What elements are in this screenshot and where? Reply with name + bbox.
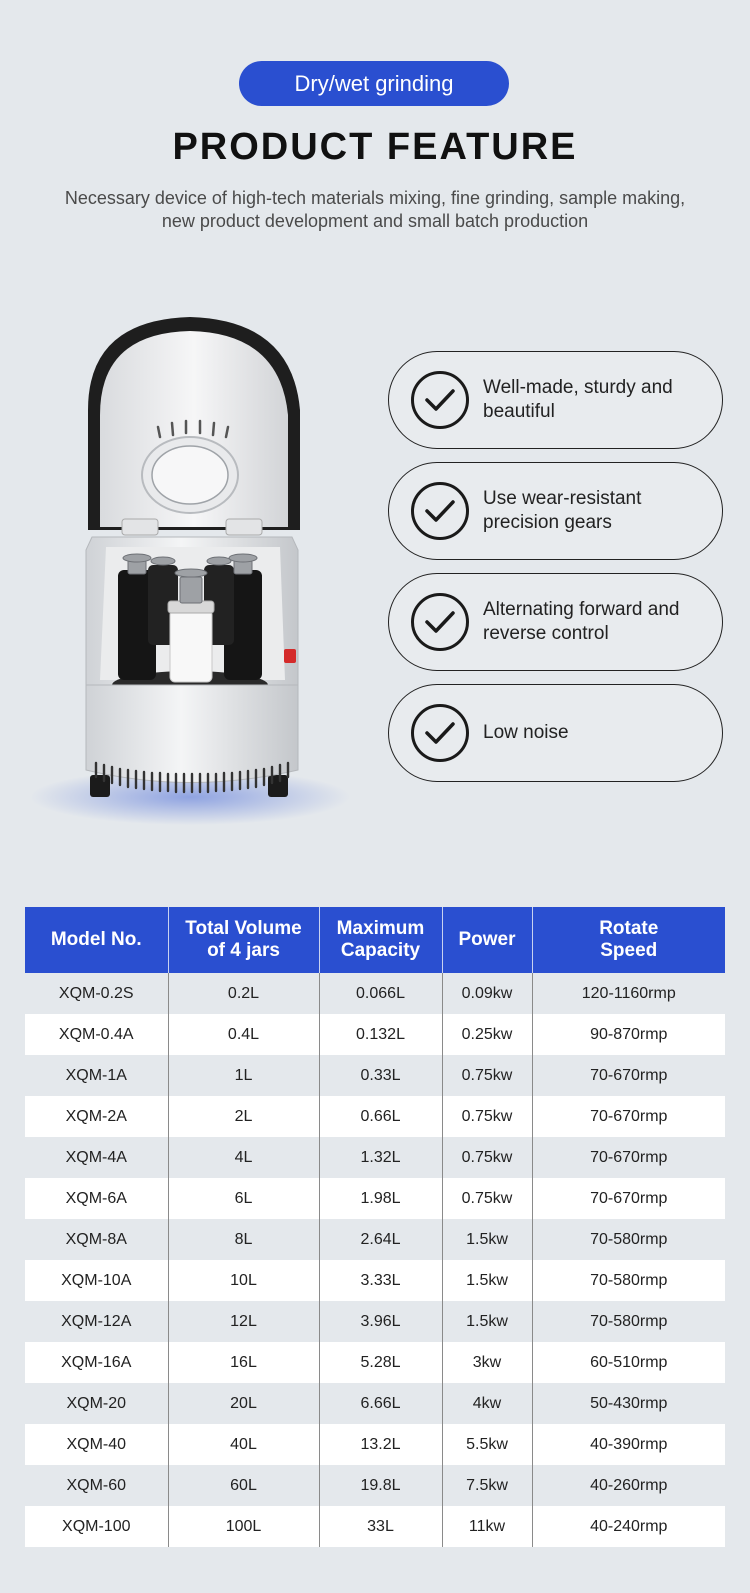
cell-speed: 70-670rmp [532, 1055, 725, 1096]
cell-capacity: 0.33L [319, 1055, 442, 1096]
feature-text-line: beautiful [483, 401, 555, 422]
table-row [25, 973, 725, 1014]
cell-total-volume: 40L [168, 1424, 319, 1465]
cell-total-volume: 1L [168, 1055, 319, 1096]
cell-total-volume: 0.2L [168, 973, 319, 1014]
header-power [442, 907, 532, 973]
header-text: Rotate [599, 918, 659, 939]
table-row [25, 1301, 725, 1342]
cell-capacity: 13.2L [319, 1424, 442, 1465]
cell-power: 11kw [442, 1506, 532, 1547]
category-badge [239, 61, 509, 106]
cell-capacity: 0.132L [319, 1014, 442, 1055]
ball-mill-image [30, 315, 370, 845]
cell-speed: 120-1160rmp [532, 973, 725, 1014]
cell-model: XQM-4A [25, 1137, 168, 1178]
cell-power: 7.5kw [442, 1465, 532, 1506]
cell-speed: 90-870rmp [532, 1014, 725, 1055]
feature-item [388, 684, 723, 782]
cell-capacity: 3.33L [319, 1260, 442, 1301]
cell-total-volume: 12L [168, 1301, 319, 1342]
cell-power: 0.75kw [442, 1055, 532, 1096]
feature-text-line: Use wear-resistant [483, 488, 642, 509]
cell-capacity: 6.66L [319, 1383, 442, 1424]
cell-model: XQM-1A [25, 1055, 168, 1096]
cell-total-volume: 0.4L [168, 1014, 319, 1055]
cell-capacity: 0.66L [319, 1096, 442, 1137]
cell-capacity: 33L [319, 1506, 442, 1547]
cell-power: 0.25kw [442, 1014, 532, 1055]
feature-text [483, 721, 587, 745]
cell-total-volume: 20L [168, 1383, 319, 1424]
cell-capacity: 2.64L [319, 1219, 442, 1260]
cell-power: 0.75kw [442, 1137, 532, 1178]
header-text: Capacity [340, 940, 421, 961]
header-total-volume [168, 907, 319, 973]
cell-total-volume: 6L [168, 1178, 319, 1219]
header-text: Power [458, 929, 516, 950]
cell-speed: 50-430rmp [532, 1383, 725, 1424]
cell-total-volume: 4L [168, 1137, 319, 1178]
cell-power: 0.75kw [442, 1096, 532, 1137]
cell-capacity: 1.98L [319, 1178, 442, 1219]
feature-text [483, 376, 691, 424]
cell-power: 1.5kw [442, 1219, 532, 1260]
cell-capacity: 1.32L [319, 1137, 442, 1178]
header-text: Maximum [336, 918, 425, 939]
cell-power: 3kw [442, 1342, 532, 1383]
feature-item [388, 462, 723, 560]
cell-speed: 40-240rmp [532, 1506, 725, 1547]
table-row [25, 1137, 725, 1178]
spec-table-header-row [25, 907, 725, 973]
cell-total-volume: 100L [168, 1506, 319, 1547]
cell-model: XQM-16A [25, 1342, 168, 1383]
cell-capacity: 5.28L [319, 1342, 442, 1383]
check-circle-icon [411, 371, 469, 429]
header-text: Total Volume [185, 918, 302, 939]
cell-speed: 70-580rmp [532, 1219, 725, 1260]
page-title: PRODUCT FEATURE [172, 126, 578, 168]
cell-model: XQM-6A [25, 1178, 168, 1219]
feature-item [388, 351, 723, 449]
cell-model: XQM-40 [25, 1424, 168, 1465]
check-circle-icon [411, 704, 469, 762]
table-row [25, 1219, 725, 1260]
check-circle-icon [411, 482, 469, 540]
table-row [25, 1465, 725, 1506]
cell-model: XQM-100 [25, 1506, 168, 1547]
table-row [25, 1096, 725, 1137]
cell-model: XQM-8A [25, 1219, 168, 1260]
cell-model: XQM-0.2S [25, 973, 168, 1014]
feature-text-line: Alternating forward and [483, 599, 680, 620]
subtitle-line: new product development and small batch production [161, 211, 589, 231]
header-text: of 4 jars [207, 940, 280, 961]
category-badge-label: Dry/wet grinding [294, 70, 454, 96]
cell-speed: 40-390rmp [532, 1424, 725, 1465]
table-row [25, 1383, 725, 1424]
feature-item [388, 573, 723, 671]
cell-speed: 70-670rmp [532, 1096, 725, 1137]
cell-total-volume: 10L [168, 1260, 319, 1301]
header-model [25, 907, 168, 973]
feature-text-line: Low noise [483, 722, 569, 743]
feature-text-line: Well-made, sturdy and [483, 377, 673, 398]
header-text: Speed [600, 940, 658, 961]
check-circle-icon [411, 593, 469, 651]
page-subtitle [20, 187, 730, 233]
cell-total-volume: 2L [168, 1096, 319, 1137]
cell-capacity: 0.066L [319, 973, 442, 1014]
feature-text [483, 598, 697, 646]
cell-speed: 70-580rmp [532, 1301, 725, 1342]
feature-text [483, 487, 659, 535]
cell-power: 1.5kw [442, 1301, 532, 1342]
cell-speed: 70-580rmp [532, 1260, 725, 1301]
spec-table [25, 907, 725, 1547]
cell-total-volume: 16L [168, 1342, 319, 1383]
cell-power: 0.75kw [442, 1178, 532, 1219]
feature-list [388, 351, 724, 795]
feature-text-line: reverse control [483, 623, 609, 644]
table-row [25, 1055, 725, 1096]
cell-model: XQM-2A [25, 1096, 168, 1137]
table-row [25, 1014, 725, 1055]
cell-model: XQM-0.4A [25, 1014, 168, 1055]
cell-speed: 40-260rmp [532, 1465, 725, 1506]
cell-model: XQM-10A [25, 1260, 168, 1301]
header-speed [532, 907, 725, 973]
cell-capacity: 3.96L [319, 1301, 442, 1342]
cell-power: 0.09kw [442, 973, 532, 1014]
table-row [25, 1506, 725, 1547]
subtitle-line: Necessary device of high-tech materials mixing, fine grinding, sample making, [64, 188, 686, 208]
table-row [25, 1178, 725, 1219]
table-row [25, 1260, 725, 1301]
cell-speed: 60-510rmp [532, 1342, 725, 1383]
cell-power: 1.5kw [442, 1260, 532, 1301]
cell-power: 5.5kw [442, 1424, 532, 1465]
cell-power: 4kw [442, 1383, 532, 1424]
table-row [25, 1342, 725, 1383]
cell-speed: 70-670rmp [532, 1178, 725, 1219]
header-capacity [319, 907, 442, 973]
cell-model: XQM-60 [25, 1465, 168, 1506]
table-row [25, 1424, 725, 1465]
feature-text-line: precision gears [483, 512, 612, 533]
cell-capacity: 19.8L [319, 1465, 442, 1506]
cell-model: XQM-12A [25, 1301, 168, 1342]
cell-speed: 70-670rmp [532, 1137, 725, 1178]
cell-model: XQM-20 [25, 1383, 168, 1424]
cell-total-volume: 8L [168, 1219, 319, 1260]
header-text: Model No. [50, 929, 142, 950]
cell-total-volume: 60L [168, 1465, 319, 1506]
